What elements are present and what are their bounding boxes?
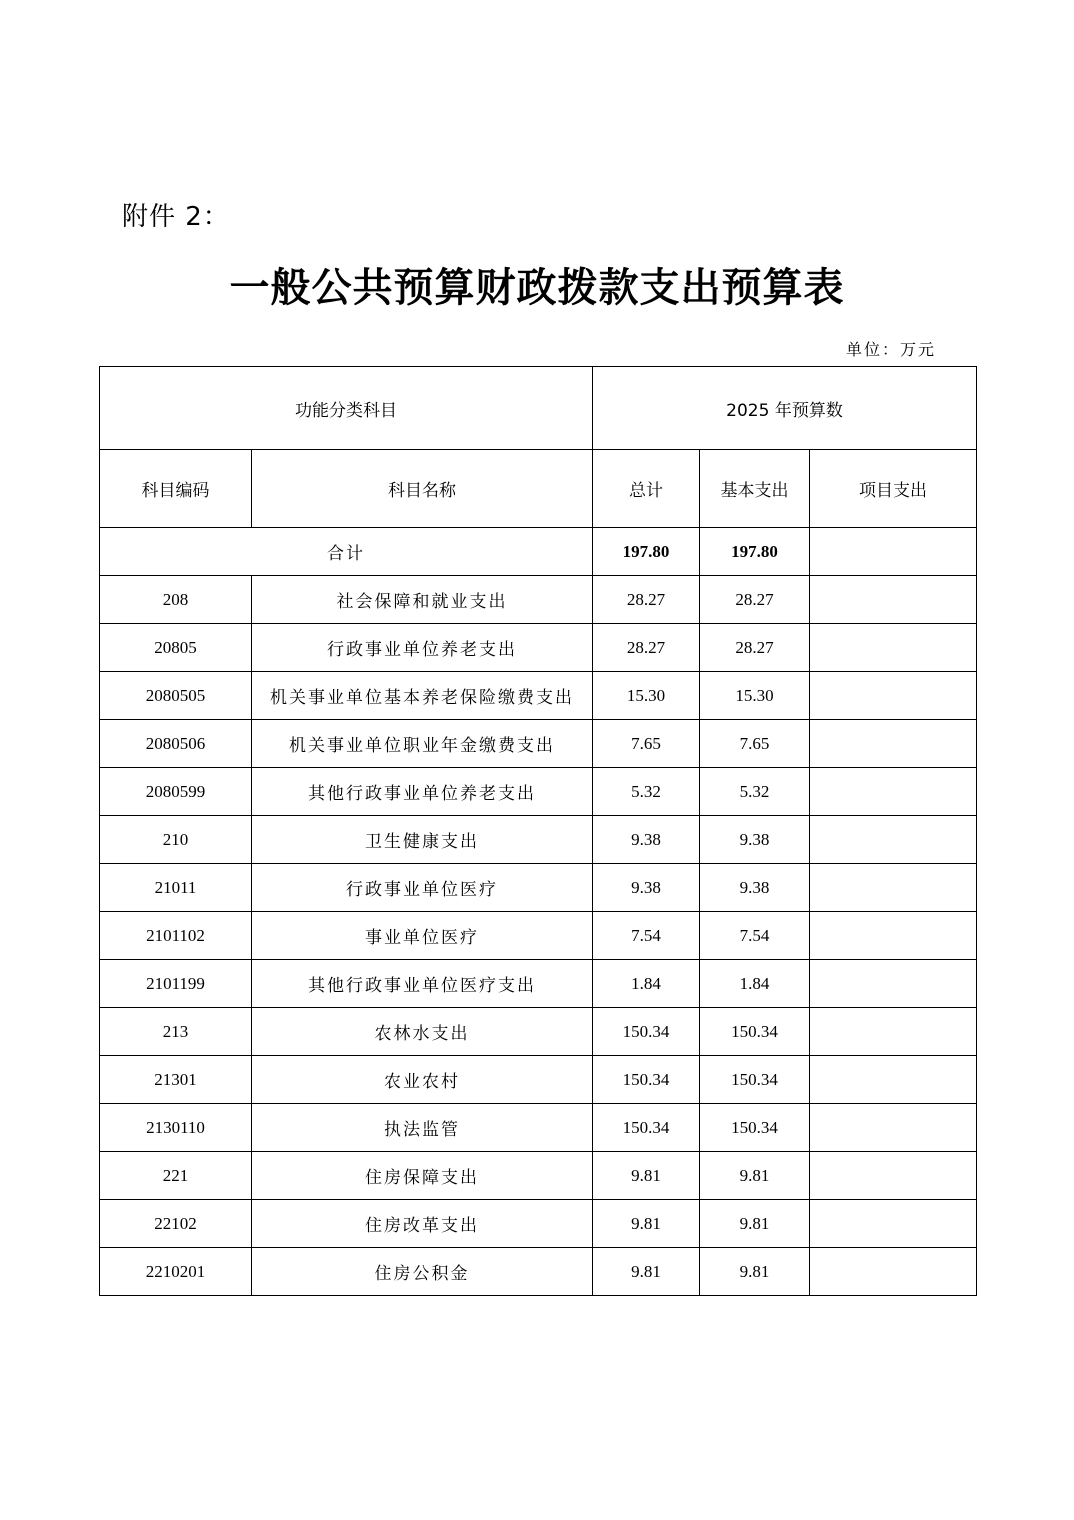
row-total: 9.81 xyxy=(593,1200,700,1248)
row-project xyxy=(810,1056,977,1104)
row-basic: 5.32 xyxy=(700,768,810,816)
header-code: 科目编码 xyxy=(100,450,252,528)
row-code: 2080505 xyxy=(100,672,252,720)
row-project xyxy=(810,768,977,816)
table-row xyxy=(100,1200,977,1248)
header-function-category: 功能分类科目 xyxy=(100,367,593,450)
header-budget-2025: 2025 年预算数 xyxy=(593,367,977,450)
header-row-group xyxy=(100,367,977,450)
total-row xyxy=(100,528,977,576)
row-code: 21011 xyxy=(100,864,252,912)
row-name: 住房改革支出 xyxy=(252,1200,593,1248)
table-row xyxy=(100,864,977,912)
budget-table xyxy=(99,366,977,1296)
table-row xyxy=(100,960,977,1008)
table-row xyxy=(100,624,977,672)
row-basic: 9.81 xyxy=(700,1200,810,1248)
row-project xyxy=(810,1248,977,1296)
total-basic: 197.80 xyxy=(700,528,810,576)
table-row xyxy=(100,576,977,624)
row-code: 2080506 xyxy=(100,720,252,768)
table-row xyxy=(100,1152,977,1200)
row-code: 208 xyxy=(100,576,252,624)
row-total: 1.84 xyxy=(593,960,700,1008)
row-total: 15.30 xyxy=(593,672,700,720)
row-basic: 7.54 xyxy=(700,912,810,960)
header-row-columns xyxy=(100,450,977,528)
row-code: 210 xyxy=(100,816,252,864)
row-project xyxy=(810,912,977,960)
row-project xyxy=(810,864,977,912)
row-total: 9.81 xyxy=(593,1248,700,1296)
row-total: 5.32 xyxy=(593,768,700,816)
table-row xyxy=(100,816,977,864)
row-name: 住房保障支出 xyxy=(252,1152,593,1200)
row-project xyxy=(810,960,977,1008)
row-code: 20805 xyxy=(100,624,252,672)
row-total: 28.27 xyxy=(593,624,700,672)
unit-label: 单位：万元 xyxy=(846,340,937,359)
row-project xyxy=(810,1152,977,1200)
row-basic: 1.84 xyxy=(700,960,810,1008)
row-code: 22102 xyxy=(100,1200,252,1248)
row-basic: 9.81 xyxy=(700,1152,810,1200)
row-project xyxy=(810,1008,977,1056)
row-name: 农林水支出 xyxy=(252,1008,593,1056)
page-title: 一般公共预算财政拨款支出预算表 xyxy=(229,264,845,311)
row-project xyxy=(810,576,977,624)
table-row xyxy=(100,720,977,768)
row-name: 农业农村 xyxy=(252,1056,593,1104)
row-total: 150.34 xyxy=(593,1104,700,1152)
row-basic: 150.34 xyxy=(700,1056,810,1104)
row-code: 2130110 xyxy=(100,1104,252,1152)
row-name: 行政事业单位医疗 xyxy=(252,864,593,912)
row-name: 住房公积金 xyxy=(252,1248,593,1296)
row-project xyxy=(810,720,977,768)
row-total: 9.81 xyxy=(593,1152,700,1200)
row-name: 机关事业单位职业年金缴费支出 xyxy=(252,720,593,768)
row-basic: 9.38 xyxy=(700,864,810,912)
table-row xyxy=(100,768,977,816)
row-name: 卫生健康支出 xyxy=(252,816,593,864)
row-total: 9.38 xyxy=(593,816,700,864)
table-row xyxy=(100,1248,977,1296)
table-row xyxy=(100,1104,977,1152)
row-total: 7.65 xyxy=(593,720,700,768)
table-row xyxy=(100,672,977,720)
row-basic: 15.30 xyxy=(700,672,810,720)
row-name: 其他行政事业单位养老支出 xyxy=(252,768,593,816)
row-project xyxy=(810,816,977,864)
row-basic: 150.34 xyxy=(700,1008,810,1056)
row-code: 2101199 xyxy=(100,960,252,1008)
header-basic: 基本支出 xyxy=(700,450,810,528)
row-name: 执法监管 xyxy=(252,1104,593,1152)
row-total: 28.27 xyxy=(593,576,700,624)
row-basic: 9.81 xyxy=(700,1248,810,1296)
attachment-label: 附件 2： xyxy=(122,202,230,232)
row-project xyxy=(810,1200,977,1248)
header-name: 科目名称 xyxy=(252,450,593,528)
total-total: 197.80 xyxy=(593,528,700,576)
row-basic: 7.65 xyxy=(700,720,810,768)
row-basic: 150.34 xyxy=(700,1104,810,1152)
row-project xyxy=(810,672,977,720)
row-code: 2080599 xyxy=(100,768,252,816)
row-code: 21301 xyxy=(100,1056,252,1104)
row-code: 221 xyxy=(100,1152,252,1200)
row-total: 150.34 xyxy=(593,1008,700,1056)
table-row xyxy=(100,1008,977,1056)
row-project xyxy=(810,624,977,672)
table-row xyxy=(100,912,977,960)
header-total: 总计 xyxy=(593,450,700,528)
table-row xyxy=(100,1056,977,1104)
row-total: 9.38 xyxy=(593,864,700,912)
row-code: 2101102 xyxy=(100,912,252,960)
row-code: 2210201 xyxy=(100,1248,252,1296)
row-name: 事业单位医疗 xyxy=(252,912,593,960)
row-name: 其他行政事业单位医疗支出 xyxy=(252,960,593,1008)
total-project xyxy=(810,528,977,576)
row-basic: 9.38 xyxy=(700,816,810,864)
row-total: 7.54 xyxy=(593,912,700,960)
row-project xyxy=(810,1104,977,1152)
row-basic: 28.27 xyxy=(700,624,810,672)
total-label: 合计 xyxy=(100,528,593,576)
row-name: 社会保障和就业支出 xyxy=(252,576,593,624)
row-name: 行政事业单位养老支出 xyxy=(252,624,593,672)
row-code: 213 xyxy=(100,1008,252,1056)
row-basic: 28.27 xyxy=(700,576,810,624)
header-project: 项目支出 xyxy=(810,450,977,528)
row-name: 机关事业单位基本养老保险缴费支出 xyxy=(252,672,593,720)
row-total: 150.34 xyxy=(593,1056,700,1104)
